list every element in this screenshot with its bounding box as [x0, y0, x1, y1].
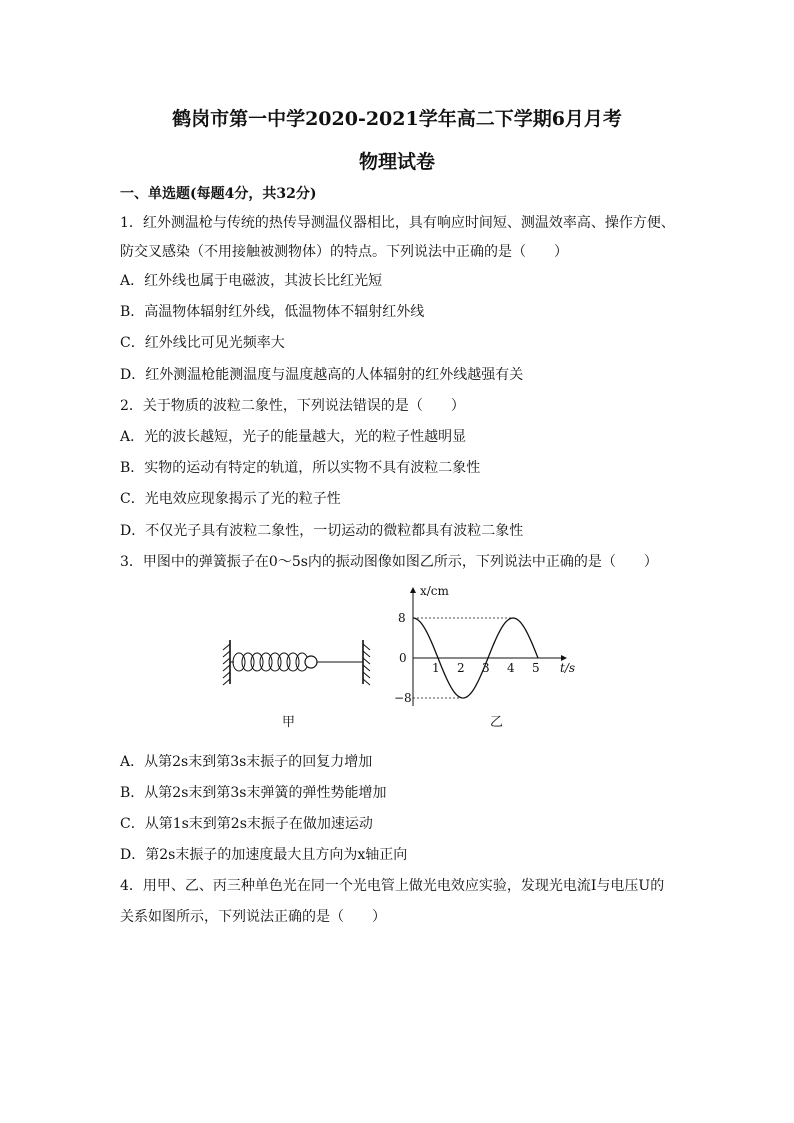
section-heading: 一、单选题(每题4分，共32分): [120, 186, 317, 202]
y-tick-0: 0: [399, 651, 407, 665]
q1-option-d: D．红外测温枪能测温度与温度越高的人体辐射的红外线越强有关: [120, 367, 524, 383]
x-axis-label: t/s: [560, 661, 576, 675]
q1-option-a: A．红外线也属于电磁波，其波长比红光短: [120, 273, 383, 289]
q2-option-c: C．光电效应现象揭示了光的粒子性: [120, 491, 341, 507]
q3-option-a: A．从第2s末到第3s末振子的回复力增加: [120, 754, 373, 770]
x-tick-4: 4: [507, 661, 515, 675]
x-tick-2: 2: [457, 661, 465, 675]
spring-oscillator-figure: [218, 636, 378, 688]
q2-stem: 2．关于物质的波粒二象性，下列说法错误的是（ ）: [120, 398, 465, 414]
q1-stem-line1: 1．红外测温枪与传统的热传导测温仪器相比，具有响应时间短、测温效率高、操作方便、: [120, 215, 675, 231]
q4-stem-line1: 4．用甲、乙、丙三种单色光在同一个光电管上做光电效应实验，发现光电流I与电压U的: [120, 878, 665, 894]
x-tick-5: 5: [532, 661, 540, 675]
q4-stem-line2: 关系如图所示，下列说法正确的是（ ）: [120, 909, 386, 925]
q3-option-c: C．从第1s末到第2s末振子在做加速运动: [120, 816, 373, 832]
exam-subtitle: 物理试卷: [358, 151, 435, 173]
q1-stem-line2: 防交叉感染（不用接触被测物体）的特点。下列说法中正确的是（ ）: [120, 244, 568, 260]
y-tick-neg8: −8: [394, 691, 412, 705]
figure-label-yi: 乙: [490, 715, 504, 730]
q2-option-d: D．不仅光子具有波粒二象性，一切运动的微粒都具有波粒二象性: [120, 523, 524, 539]
q2-option-a: A．光的波长越短，光子的能量越大，光的粒子性越明显: [120, 429, 467, 445]
y-axis-label: x/cm: [420, 584, 449, 598]
q3-option-b: B．从第2s末到第3s末弹簧的弹性势能增加: [120, 785, 387, 801]
q3-option-d: D．第2s末振子的加速度最大且方向为x轴正向: [120, 847, 408, 863]
exam-title: 鹤岗市第一中学2020-2021学年高二下学期6月月考: [172, 108, 622, 130]
q3-stem: 3．甲图中的弹簧振子在0～5s内的振动图像如图乙所示，下列说法中正确的是（ ）: [120, 554, 658, 570]
x-tick-3: 3: [482, 661, 490, 675]
oscillation-graph: [388, 580, 588, 710]
y-tick-8: 8: [398, 611, 406, 625]
q1-option-c: C．红外线比可见光频率大: [120, 335, 285, 351]
x-tick-1: 1: [432, 661, 440, 675]
figure-label-jia: 甲: [282, 715, 296, 730]
q2-option-b: B．实物的运动有特定的轨道，所以实物不具有波粒二象性: [120, 460, 481, 476]
q1-option-b: B．高温物体辐射红外线，低温物体不辐射红外线: [120, 304, 425, 320]
